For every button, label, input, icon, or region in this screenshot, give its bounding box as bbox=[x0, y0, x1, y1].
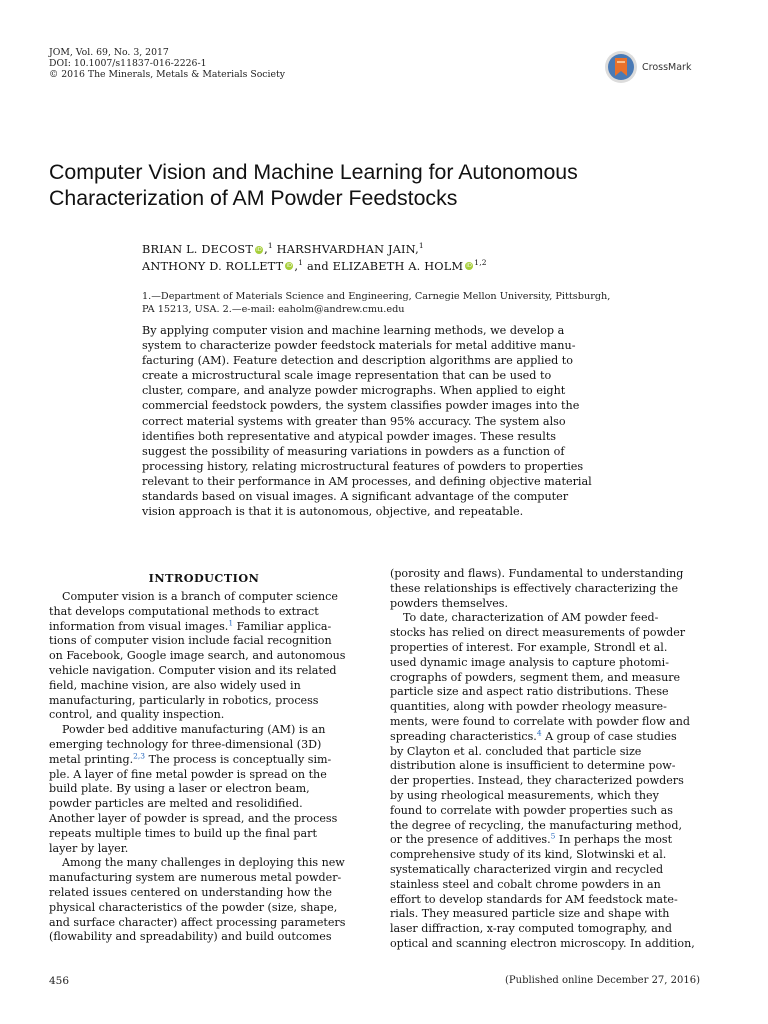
body-line: properties of interest. For example, Strondl et al. bbox=[390, 640, 668, 654]
body-line: manufacturing, particularly in robotics, process bbox=[49, 693, 319, 707]
body-line: ments, were found to correlate with powder flow and bbox=[390, 714, 690, 728]
body-line: these relationships is effectively characterizing the bbox=[390, 581, 679, 595]
body-line: repeats multiple times to build up the final part bbox=[49, 826, 317, 840]
body-line: by using rheological measurements, which they bbox=[390, 788, 659, 802]
body-line: comprehensive study of its kind, Slotwinski et al. bbox=[390, 848, 667, 862]
body-line: on Facebook, Google image search, and autonomous bbox=[49, 649, 346, 663]
body-line: laser diffraction, x-ray computed tomography, and bbox=[390, 922, 672, 936]
body-line: tions of computer vision include facial recognition bbox=[49, 634, 332, 648]
orcid-icon[interactable] bbox=[285, 262, 293, 270]
body-line: systematically characterized virgin and recycled bbox=[390, 862, 664, 876]
body-line: manufacturing system are numerous metal powder- bbox=[49, 871, 342, 885]
body-line: effort to develop standards for AM feedstock mate- bbox=[390, 892, 678, 906]
author-holm: and ELIZABETH A. HOLM bbox=[306, 259, 464, 273]
crossmark-icon bbox=[604, 50, 638, 84]
affil-sup: 1 bbox=[267, 241, 273, 251]
title-line-1: Computer Vision and Machine Learning for Autonomous bbox=[49, 160, 578, 184]
section-heading-introduction: INTRODUCTION bbox=[148, 571, 260, 585]
orcid-icon[interactable] bbox=[465, 262, 473, 270]
body-line: and surface character) affect processing parameters bbox=[49, 915, 346, 929]
author-jain: HARSHVARDHAN JAIN, bbox=[276, 243, 419, 256]
paper-title bbox=[49, 160, 689, 211]
citation-link[interactable]: 2,3 bbox=[133, 751, 146, 761]
abstract-line: processing history, relating microstructural features of powders to properties bbox=[142, 459, 584, 473]
body-line: physical characteristics of the powder (size, shape, bbox=[49, 900, 338, 914]
body-line: (porosity and flaws). Fundamental to understanding bbox=[390, 567, 684, 580]
body-line: stainless steel and cobalt chrome powders in an bbox=[390, 877, 661, 891]
body-line: stocks has relied on direct measurements of powder bbox=[390, 626, 686, 640]
body-line: that develops computational methods to extract bbox=[49, 604, 319, 618]
body-line: layer by layer. bbox=[49, 841, 129, 855]
body-line: crographs of powders, segment them, and measure bbox=[390, 670, 681, 684]
body-line: Among the many challenges in deploying this new bbox=[62, 856, 345, 870]
doi-link[interactable]: DOI: 10.1007/s11837-016-2226-1 bbox=[49, 58, 207, 70]
abstract-line: commercial feedstock powders, the system classifies powder images into the bbox=[142, 399, 580, 413]
abstract-line: suggest the possibility of measuring variations in powders as a function of bbox=[142, 444, 565, 458]
publication-date: (Published online December 27, 2016) bbox=[505, 975, 700, 986]
author-rollett: ANTHONY D. ROLLETT bbox=[142, 259, 284, 273]
body-line: Powder bed additive manufacturing (AM) is an bbox=[62, 723, 326, 737]
body-line: information from visual images.$^1$ Familiar applica- bbox=[49, 617, 332, 633]
body-column-right bbox=[390, 567, 695, 952]
body-line: optical and scanning electron microscopy. In addition, bbox=[390, 936, 695, 950]
body-line: related issues centered on understanding how the bbox=[49, 885, 332, 899]
citation-link[interactable]: 5 bbox=[550, 831, 556, 841]
abstract-line: system to characterize powder feedstock materials for metal additive manu- bbox=[142, 339, 576, 353]
orcid-icon[interactable] bbox=[255, 246, 263, 254]
citation-link[interactable]: 4 bbox=[536, 728, 542, 738]
abstract-line: identifies both representative and atypical powder images. These results bbox=[142, 429, 557, 443]
body-column-left bbox=[49, 590, 349, 945]
affiliation bbox=[142, 290, 702, 316]
body-line: ple. A layer of fine metal powder is spread on the bbox=[49, 767, 327, 781]
body-line: To date, characterization of AM powder feed- bbox=[403, 611, 659, 625]
crossmark-label: CrossMark bbox=[642, 62, 692, 73]
body-line: rials. They measured particle size and shape with bbox=[390, 907, 670, 921]
body-line: emerging technology for three-dimensional (3D) bbox=[49, 737, 322, 751]
abstract bbox=[142, 323, 710, 519]
body-line: powders themselves. bbox=[390, 596, 509, 610]
author-decost: BRIAN L. DECOST bbox=[142, 243, 254, 256]
affil-sup: 1,2 bbox=[474, 257, 487, 267]
body-line: used dynamic image analysis to capture photomi- bbox=[390, 655, 669, 669]
body-line: control, and quality inspection. bbox=[49, 708, 225, 722]
abstract-line: correct material systems with greater than 95% accuracy. The system also bbox=[142, 414, 566, 428]
body-line: build plate. By using a laser or electron beam, bbox=[49, 782, 310, 796]
abstract-line: vision approach is that it is autonomous, objective, and repeatable. bbox=[142, 505, 524, 519]
body-line: Computer vision is a branch of computer science bbox=[62, 590, 338, 603]
body-line: distribution alone is insufficient to determine pow- bbox=[390, 759, 676, 773]
abstract-line: cluster, compare, and analyze powder micrographs. When applied to eight bbox=[142, 384, 566, 398]
journal-meta bbox=[49, 47, 285, 81]
abstract-line: standards based on visual images. A significant advantage of the computer bbox=[142, 490, 569, 504]
abstract-line: By applying computer vision and machine learning methods, we develop a bbox=[142, 324, 565, 337]
body-line: particle size and aspect ratio distributions. These bbox=[390, 685, 669, 699]
page-number: 456 bbox=[49, 975, 70, 987]
title-line-2: Characterization of AM Powder Feedstocks bbox=[49, 185, 458, 210]
crossmark-badge[interactable] bbox=[604, 50, 716, 86]
body-line: found to correlate with powder properties such as bbox=[390, 803, 673, 817]
abstract-line: create a microstructural scale image representation that can be used to bbox=[142, 369, 552, 383]
body-line: der properties. Instead, they characterized powders bbox=[390, 774, 684, 788]
body-line: Another layer of powder is spread, and the process bbox=[49, 811, 338, 825]
citation-link[interactable]: 1 bbox=[228, 617, 234, 627]
abstract-line: facturing (AM). Feature detection and description algorithms are applied to bbox=[142, 354, 574, 368]
body-line: (flowability and spreadability) and build outcomes bbox=[49, 930, 332, 944]
body-line: vehicle navigation. Computer vision and its related bbox=[49, 663, 337, 677]
body-line: the degree of recycling, the manufacturing method, bbox=[390, 818, 682, 832]
affiliation-line-2: PA 15213, USA. 2.—e-mail: eaholm@andrew.cmu.edu bbox=[142, 304, 405, 315]
body-line: by Clayton et al. concluded that particle size bbox=[390, 744, 642, 758]
body-line: spreading characteristics.$^4$ A group of case studies bbox=[390, 728, 677, 743]
abstract-line: relevant to their performance in AM processes, and defining objective material bbox=[142, 474, 592, 488]
body-line: powder particles are melted and resolidified. bbox=[49, 797, 303, 811]
body-line: field, machine vision, are also widely used in bbox=[49, 678, 301, 692]
journal-citation: JOM, Vol. 69, No. 3, 2017 bbox=[49, 47, 169, 58]
body-line: or the presence of additives.$^5$ In perhaps the most bbox=[390, 831, 673, 847]
copyright-notice: © 2016 The Minerals, Metals & Materials Society bbox=[49, 69, 285, 81]
author-list: BRIAN L. DECOSTiD ,$^1$ HARSHVARDHAN JAIN,$^1$ ANTHONY D. ROLLETTiD ,$^1$ and ELIZABETH A. HOLMiD $^{1,2}$ bbox=[142, 242, 702, 275]
affiliation-line-1: 1.—Department of Materials Science and Engineering, Carnegie Mellon University, Pittsburgh, bbox=[142, 291, 611, 302]
affil-sup: 1 bbox=[418, 241, 424, 251]
affil-sup: 1 bbox=[298, 257, 304, 267]
body-line: metal printing.$^{2,3}$ The process is conceptually sim- bbox=[49, 751, 332, 766]
body-line: quantities, along with powder rheology measure- bbox=[390, 700, 667, 714]
